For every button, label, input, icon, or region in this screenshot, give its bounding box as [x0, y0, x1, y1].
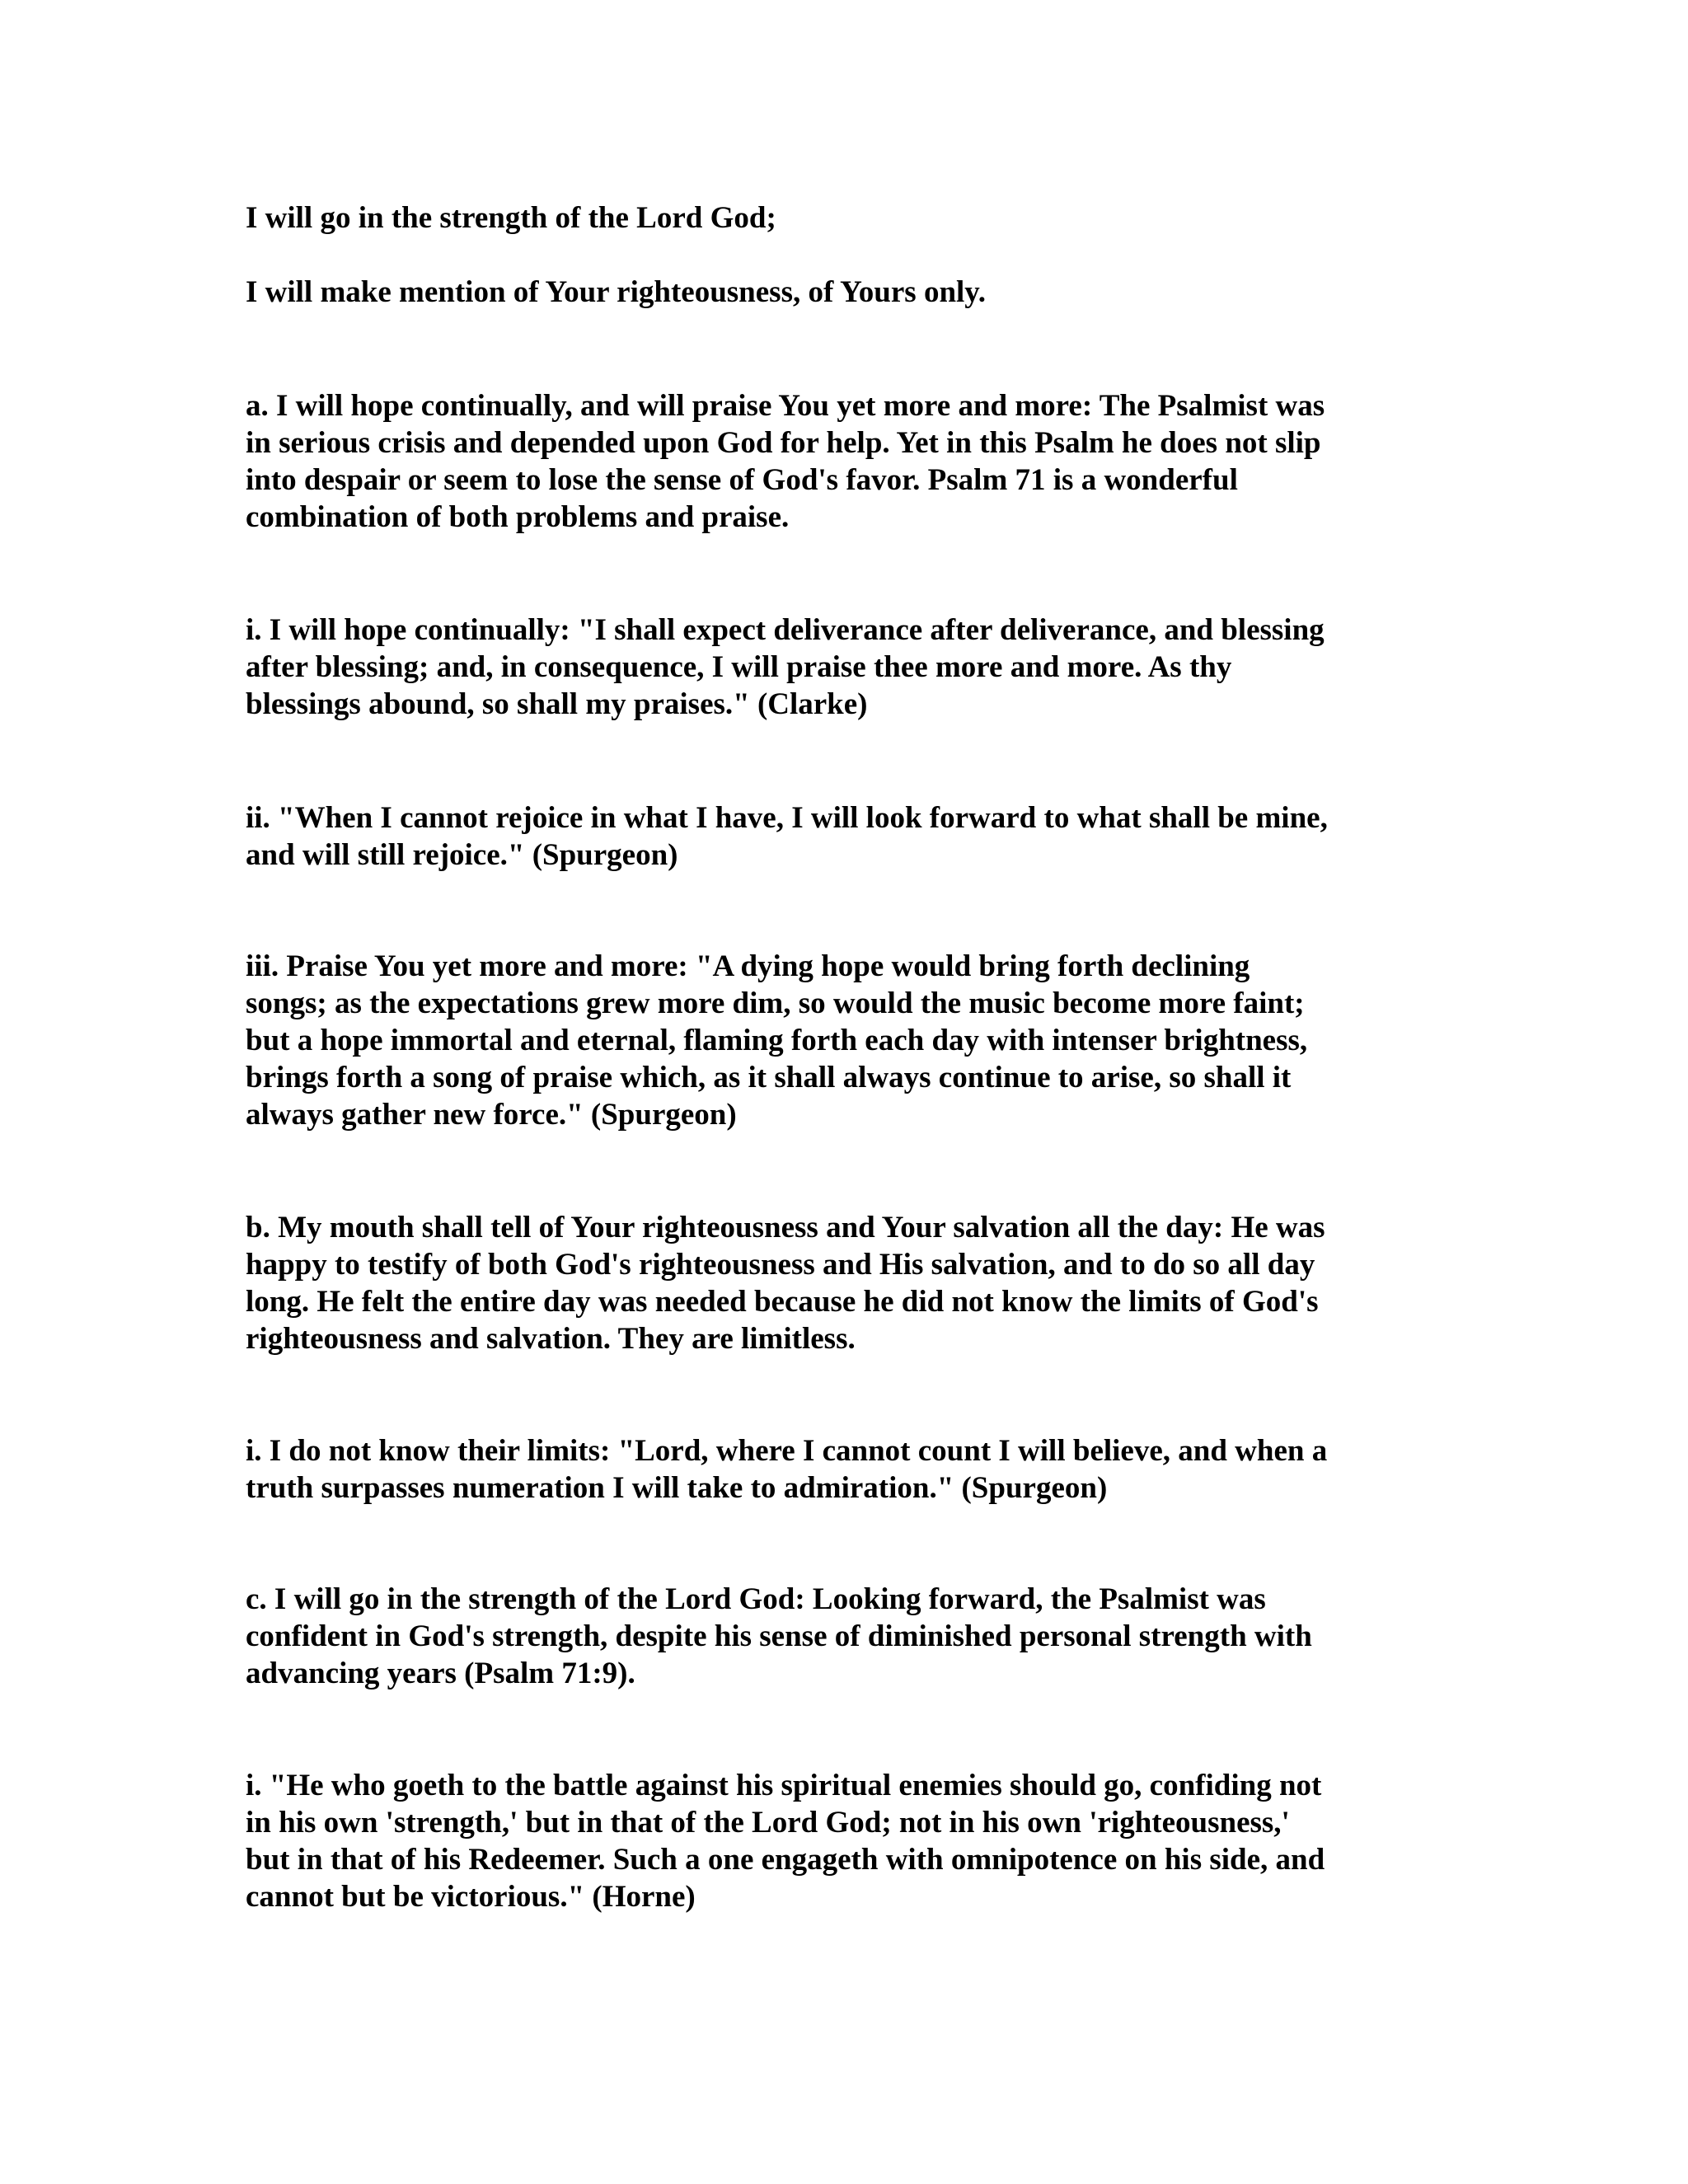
text-line: songs; as the expectations grew more dim, so would the music become more faint; — [246, 987, 1305, 1020]
paragraph-point-c-i — [246, 1767, 1449, 1915]
text-line: advancing years (Psalm 71:9). — [246, 1657, 635, 1690]
text-line: cannot but be victorious." (Horne) — [246, 1880, 696, 1914]
text-line: blessings abound, so shall my praises." (Clarke) — [246, 687, 868, 721]
text-line: I will go in the strength of the Lord God; — [246, 201, 776, 235]
text-line: b. My mouth shall tell of Your righteousness and Your salvation all the day: He was — [246, 1211, 1325, 1244]
text-line: but in that of his Redeemer. Such a one engageth with omnipotence on his side, and — [246, 1843, 1325, 1877]
paragraph-point-a — [246, 387, 1449, 536]
text-line: happy to testify of both God's righteousness and His salvation, and to do so all day — [246, 1248, 1315, 1282]
text-line: always gather new force." (Spurgeon) — [246, 1098, 737, 1132]
verse-line-1 — [246, 199, 1449, 237]
text-line: truth surpasses numeration I will take to admiration." (Spurgeon) — [246, 1471, 1108, 1505]
paragraph-point-a-i — [246, 612, 1449, 723]
text-line: and will still rejoice." (Spurgeon) — [246, 838, 678, 872]
text-line: into despair or seem to lose the sense of God's favor. Psalm 71 is a wonderful — [246, 463, 1238, 497]
text-line: I will make mention of Your righteousness, of Yours only. — [246, 275, 987, 309]
paragraph-point-a-ii — [246, 799, 1449, 874]
paragraph-point-c — [246, 1581, 1449, 1692]
text-line: long. He felt the entire day was needed because he did not know the limits of God's — [246, 1285, 1319, 1319]
text-line: righteousness and salvation. They are limitless. — [246, 1322, 856, 1356]
text-line: combination of both problems and praise. — [246, 500, 790, 534]
text-line: after blessing; and, in consequence, I will praise thee more and more. As thy — [246, 650, 1232, 684]
text-line: in serious crisis and depended upon God for help. Yet in this Psalm he does not slip — [246, 426, 1321, 460]
paragraph-point-a-iii — [246, 948, 1449, 1133]
text-line: i. I do not know their limits: "Lord, where I cannot count I will believe, and when a — [246, 1434, 1328, 1468]
text-line: but a hope immortal and eternal, flaming forth each day with intenser brightness, — [246, 1024, 1308, 1057]
paragraph-point-b — [246, 1209, 1449, 1357]
text-line: c. I will go in the strength of the Lord God: Looking forward, the Psalmist was — [246, 1582, 1266, 1616]
text-line: confident in God's strength, despite his sense of diminished personal strength with — [246, 1619, 1312, 1653]
text-line: in his own 'strength,' but in that of the Lord God; not in his own 'righteousness,' — [246, 1806, 1290, 1840]
text-line: i. "He who goeth to the battle against his spiritual enemies should go, confiding not — [246, 1769, 1322, 1802]
text-line: iii. Praise You yet more and more: "A dying hope would bring forth declining — [246, 949, 1250, 983]
paragraph-point-b-i — [246, 1432, 1449, 1507]
text-line: ii. "When I cannot rejoice in what I have, I will look forward to what shall be mine, — [246, 801, 1328, 835]
verse-line-2 — [246, 274, 1449, 311]
text-line: i. I will hope continually: "I shall expect deliverance after deliverance, and blessing — [246, 613, 1325, 647]
text-line: a. I will hope continually, and will praise You yet more and more: The Psalmist was — [246, 389, 1325, 423]
text-line: brings forth a song of praise which, as it shall always continue to arise, so shall it — [246, 1061, 1292, 1094]
